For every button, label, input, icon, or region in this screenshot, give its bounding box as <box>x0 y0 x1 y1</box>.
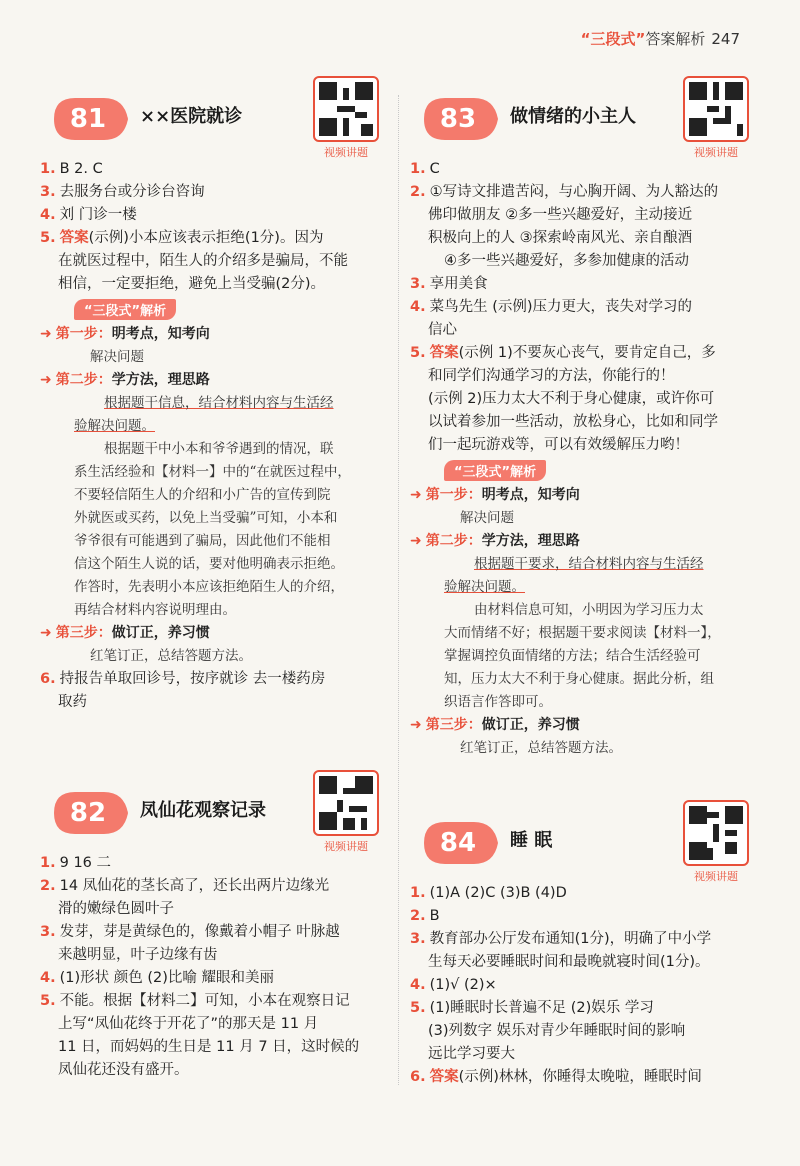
answer-line: 4. (1)形状 颜色 (2)比喻 耀眼和美丽 <box>40 970 275 986</box>
page-number: 247 <box>711 30 740 48</box>
answer-tag: 答案 <box>59 230 89 246</box>
answer-line: 信心 <box>428 322 457 338</box>
step-text: 根据题干中小本和爷爷遇到的情况，联 <box>104 441 334 457</box>
answer-line: 2. ①写诗文排遣苦闷，与心胸开阔、为人豁达的 <box>410 184 719 200</box>
section-number: 81 <box>69 104 107 134</box>
answer-line: 5. 不能。根据【材料二】可知，小本在观察日记 <box>40 993 350 1009</box>
header-brand: “三段式” <box>580 30 646 48</box>
step-text: 爷爷很有可能遇到了骗局，因此他们不能相 <box>74 533 331 549</box>
arrow-right-icon: ➜ <box>40 372 52 388</box>
answer-line: 6. 持报告单取回诊号，按序就诊 去一楼药房 <box>40 671 326 687</box>
step-text: 作答时，先表明小本应该拒绝陌生人的介绍， <box>74 579 344 595</box>
step-text: 织语言作答即可。 <box>444 694 552 710</box>
section-number: 84 <box>439 828 477 858</box>
answer-line: 5. 答案(示例 1)不要灰心丧气，要肯定自己，多 <box>410 345 716 361</box>
step-heading: ➜ 第二步：学方法，理思路 <box>40 372 210 388</box>
step-heading: ➜ 第二步：学方法，理思路 <box>410 533 580 549</box>
answer-line: 1. C <box>410 161 440 177</box>
answer-line: 4. (1)√ (2)× <box>410 977 497 993</box>
qr-code-block[interactable] <box>682 800 750 884</box>
section-84-header <box>410 812 760 882</box>
answer-line: 以试着参加一些活动，放松身心，比如和同学 <box>428 414 718 430</box>
answer-line: 们一起玩游戏等，可以有效缓解压力哟！ <box>428 437 689 453</box>
step-text: 验解决问题。 <box>444 579 525 595</box>
section-83 <box>410 88 760 760</box>
answer-line: 在就医过程中，陌生人的介绍多是骗局，不能 <box>58 253 348 269</box>
qr-code-icon[interactable] <box>683 76 749 142</box>
answer-tag: 答案 <box>429 345 459 361</box>
step-text: 大而情绪不好；根据题干要求阅读【材料一】， <box>444 625 721 641</box>
answer-line: 凤仙花还没有盛开。 <box>58 1062 189 1078</box>
section-number: 82 <box>69 798 107 828</box>
answer-line: 生每天必要睡眠时间和最晚就寝时间(1分)。 <box>428 954 710 970</box>
answer-line: (3)列数字 娱乐对青少年睡眠时间的影响 <box>428 1023 686 1039</box>
answer-line: 3. 发芽，芽是黄绿色的，像戴着小帽子 叶脉越 <box>40 924 340 940</box>
section-number-badge <box>52 96 124 142</box>
step-text: 掌握调控负面情绪的方法；结合生活经验可 <box>444 648 701 664</box>
step-text: 根据题干信息，结合材料内容与生活经 <box>104 395 334 411</box>
section-title: ××医院就诊 <box>140 106 243 127</box>
qr-code-block[interactable] <box>312 76 380 160</box>
step-heading: ➜ 第一步：明考点，知考向 <box>410 487 580 503</box>
three-step-tag: “三段式”解析 <box>444 460 546 481</box>
section-83-header <box>410 88 760 158</box>
step-text: 解决问题 <box>460 510 514 526</box>
answer-line: 1. 9 16 二 <box>40 855 112 871</box>
step-text: 信这个陌生人说的话，要对他明确表示拒绝。 <box>74 556 344 572</box>
answer-line: 2. 14 凤仙花的茎长高了，还长出两片边缘光 <box>40 878 330 894</box>
section-title: 凤仙花观察记录 <box>140 800 266 821</box>
qr-code-block[interactable] <box>312 770 380 854</box>
answer-line: 5. (1)睡眠时长普遍不足 (2)娱乐 学习 <box>410 1000 654 1016</box>
answer-line: (示例 2)压力太大不利于身心健康，或许你可 <box>428 391 715 407</box>
step-text: 外就医或买药，以免上当受骗”可知，小本和 <box>74 510 338 526</box>
answer-line: 3. 教育部办公厅发布通知(1分)，明确了中小学 <box>410 931 712 947</box>
answer-line: ④多一些兴趣爱好，多参加健康的活动 <box>444 253 689 269</box>
section-number-badge <box>422 820 494 866</box>
answer-line: 积极向上的人 ③探索岭南风光、亲自酿酒 <box>428 230 693 246</box>
answer-line: 和同学们沟通学习的方法，你能行的！ <box>428 368 675 384</box>
step-text: 验解决问题。 <box>74 418 155 434</box>
qr-label: 视频讲题 <box>694 146 738 159</box>
answer-line: 5. 答案(示例)小本应该表示拒绝(1分)。因为 <box>40 230 324 246</box>
answer-line: 1. (1)A (2)C (3)B (4)D <box>410 885 567 901</box>
section-81-header <box>40 88 390 158</box>
step-text: 由材料信息可知，小明因为学习压力太 <box>474 602 704 618</box>
answer-line: 滑的嫩绿色圆叶子 <box>58 901 174 917</box>
step-text: 不要轻信陌生人的介绍和小广告的宣传到院 <box>74 487 331 503</box>
page-header <box>581 28 740 49</box>
answer-line: 远比学习要大 <box>428 1046 515 1062</box>
answer-line: 4. 菜鸟先生 (示例)压力更大，丧失对学习的 <box>410 299 693 315</box>
arrow-right-icon: ➜ <box>410 533 422 549</box>
answer-line: 取药 <box>58 694 87 710</box>
answer-line: 佛印做朋友 ②多一些兴趣爱好，主动接近 <box>428 207 693 223</box>
qr-label: 视频讲题 <box>324 146 368 159</box>
answer-line: 来越明显，叶子边缘有齿 <box>58 947 218 963</box>
section-number: 83 <box>439 104 477 134</box>
step-text: 再结合材料内容说明理由。 <box>74 602 236 618</box>
answer-line: 相信，一定要拒绝，避免上当受骗(2分)。 <box>58 276 326 292</box>
answer-line: 2. B <box>410 908 440 924</box>
column-divider <box>398 95 399 1085</box>
answer-tag: 答案 <box>429 1069 459 1085</box>
section-82-header <box>40 782 390 852</box>
arrow-right-icon: ➜ <box>410 487 422 503</box>
header-suffix: 答案解析 <box>645 30 706 48</box>
step-text: 解决问题 <box>90 349 144 365</box>
section-number-badge <box>52 790 124 836</box>
step-text: 根据题干要求，结合材料内容与生活经 <box>474 556 704 572</box>
answer-line: 4. 刘 门诊一楼 <box>40 207 137 223</box>
answer-line: 11 日，而妈妈的生日是 11 月 7 日，这时候的 <box>58 1039 360 1055</box>
step-text: 红笔订正，总结答题方法。 <box>90 648 252 664</box>
step-heading: ➜ 第三步：做订正，养习惯 <box>410 717 580 733</box>
qr-code-icon[interactable] <box>313 76 379 142</box>
arrow-right-icon: ➜ <box>410 717 422 733</box>
step-text: 系生活经验和【材料一】中的“在就医过程中， <box>74 464 351 480</box>
qr-code-icon[interactable] <box>313 770 379 836</box>
section-title: 做情绪的小主人 <box>510 106 636 127</box>
answer-line: 1. B 2. C <box>40 161 103 177</box>
section-81 <box>40 88 390 714</box>
step-text: 知，压力太大不利于身心健康。据此分析，组 <box>444 671 714 687</box>
three-step-tag: “三段式”解析 <box>74 299 176 320</box>
section-84 <box>410 812 760 1089</box>
arrow-right-icon: ➜ <box>40 326 52 342</box>
qr-label: 视频讲题 <box>324 840 368 853</box>
answer-line: 3. 享用美食 <box>410 276 488 292</box>
section-title: 睡 眠 <box>510 830 553 851</box>
step-text: 红笔订正，总结答题方法。 <box>460 740 622 756</box>
step-heading: ➜ 第一步：明考点，知考向 <box>40 326 210 342</box>
qr-code-block[interactable] <box>682 76 750 160</box>
answer-line: 上写“凤仙花终于开花了”的那天是 11 月 <box>58 1016 319 1032</box>
arrow-right-icon: ➜ <box>40 625 52 641</box>
answer-line: 3. 去服务台或分诊台咨询 <box>40 184 205 200</box>
qr-code-icon[interactable] <box>683 800 749 866</box>
section-number-badge <box>422 96 494 142</box>
step-heading: ➜ 第三步：做订正，养习惯 <box>40 625 210 641</box>
section-82 <box>40 782 390 1082</box>
qr-label: 视频讲题 <box>694 870 738 883</box>
answer-line: 6. 答案(示例)林林，你睡得太晚啦，睡眠时间 <box>410 1069 702 1085</box>
